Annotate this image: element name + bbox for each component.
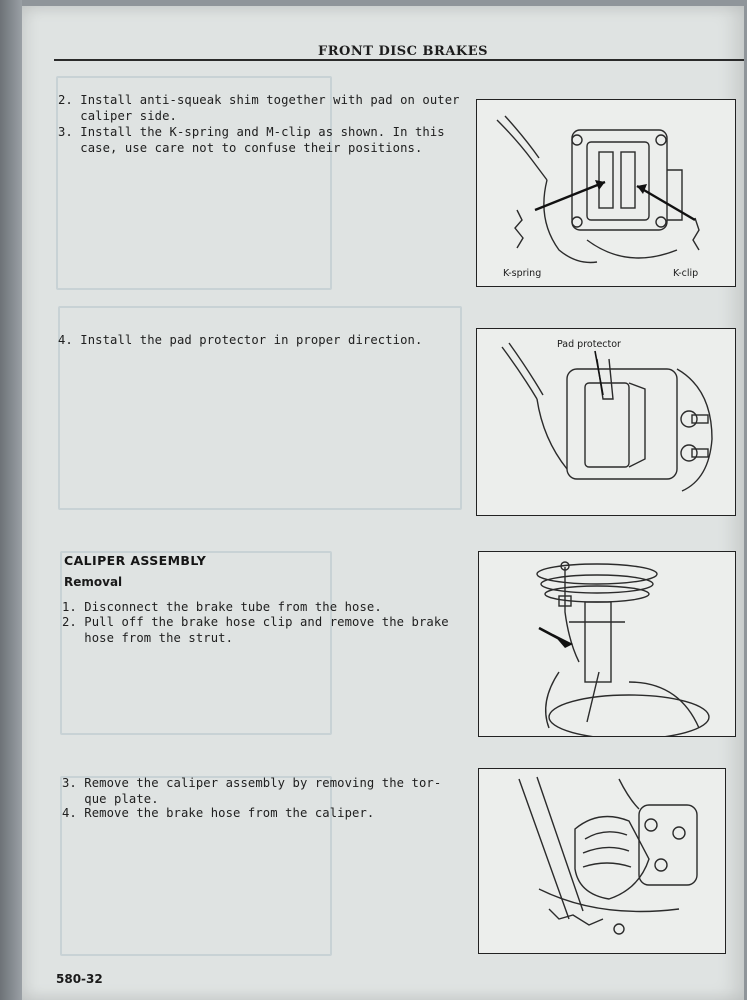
- pad-protector-label: Pad protector: [557, 339, 621, 350]
- caliper-clip-illustration: [477, 100, 735, 286]
- step-3-remove-caliper: 3. Remove the caliper assembly by removing the tor- que plate.: [62, 776, 442, 806]
- figure-k-spring-m-clip: [476, 99, 736, 287]
- caliper-assembly-heading: CALIPER ASSEMBLY: [64, 553, 207, 568]
- page-number: 580-32: [56, 972, 103, 986]
- header-rule: [54, 59, 744, 61]
- k-clip-label: K-clip: [673, 268, 699, 279]
- step-1-disconnect-tube: 1. Disconnect the brake tube from the hose.: [62, 600, 382, 614]
- step-4-install-pad-protector: 4. Install the pad protector in proper direction.: [58, 333, 423, 347]
- binding-edge: [0, 0, 22, 1000]
- page-title: FRONT DISC BRAKES: [318, 44, 489, 59]
- pad-protector-illustration: [477, 329, 735, 515]
- step-4-remove-hose: 4. Remove the brake hose from the caliper.: [62, 806, 375, 820]
- step-2-pull-hose-clip: 2. Pull off the brake hose clip and remove the brake hose from the strut.: [62, 615, 449, 645]
- manual-page: [22, 6, 744, 1000]
- strut-hose-illustration: [479, 552, 735, 736]
- figure-brake-hose-strut: [478, 551, 736, 737]
- k-spring-label: K-spring: [503, 268, 542, 279]
- step-3-install-spring: 3. Install the K-spring and M-clip as shown. In this case, use care not to confuse their positions.: [58, 125, 445, 155]
- caliper-removal-illustration: [479, 769, 725, 953]
- step-2-install-shim: 2. Install anti-squeak shim together with pad on outer caliper side.: [58, 93, 460, 123]
- removal-subheading: Removal: [64, 575, 123, 589]
- figure-pad-protector: [476, 328, 736, 516]
- figure-caliper-removal: [478, 768, 726, 954]
